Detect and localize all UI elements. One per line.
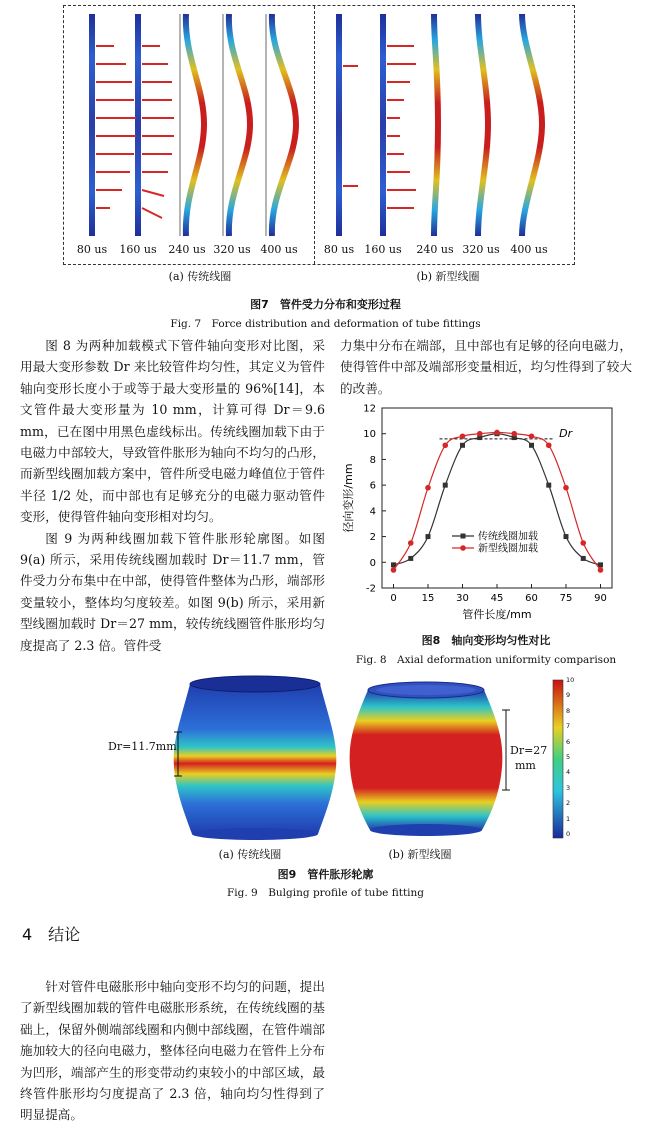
time-label: 240 us xyxy=(168,243,206,256)
time-label: 160 us xyxy=(364,243,402,256)
colorbar-tick-label: 7 xyxy=(566,722,571,731)
colorbar-tick-label: 6 xyxy=(566,737,571,746)
colorbar-tick-label: 2 xyxy=(566,799,571,808)
paragraph: 图 9 为两种线圈加载下管件胀形轮廓图。如图 9(a) 所示，采用传统线圈加载时 Dr＝11.7 mm，管件受力分布集中在中部，使得管件整体为凸形，端部形变量较小，整体均匀度较差。如图 9(b) 所示，采用新型线圈加载时 Dr＝27 mm，较传统线圈管件胀形均匀度提高了 2.3 倍。管件受 xyxy=(20,530,325,653)
data-point xyxy=(460,443,465,448)
y-tick-label: 10 xyxy=(363,429,376,441)
time-label: 80 us xyxy=(323,243,355,256)
colorbar-tick-label: 3 xyxy=(566,783,571,792)
legend-marker xyxy=(460,545,466,551)
dr-label-b-unit: mm xyxy=(515,759,536,772)
data-point xyxy=(581,556,586,561)
fig8-caption-cn: 图8 轴向变形均匀性对比 xyxy=(421,634,551,647)
y-axis-label: 径向变形/mm xyxy=(342,463,355,533)
conclusion-text xyxy=(20,976,325,1126)
body-text-left xyxy=(20,335,325,656)
paragraph: 力集中分布在端部，且中部也有足够的径向电磁力，使得管件中部及端部形变量相近，均匀性得到了较大的改善。 xyxy=(340,338,632,396)
time-label: 240 us xyxy=(416,243,454,256)
tube-bulge-new xyxy=(350,682,503,836)
colorbar-tick-label: 0 xyxy=(566,830,571,838)
data-point xyxy=(494,430,500,436)
time-label: 80 us xyxy=(76,243,108,256)
dr-label-a: Dr=11.7mm xyxy=(108,740,177,753)
data-point xyxy=(442,442,448,448)
y-tick-label: 6 xyxy=(369,480,376,492)
data-point xyxy=(408,540,414,546)
x-tick-label: 15 xyxy=(421,593,435,604)
fig9-caption-en: Fig. 9 Bulging profile of tube fitting xyxy=(226,887,425,899)
time-label: 320 us xyxy=(213,243,251,256)
x-tick-label: 75 xyxy=(559,593,573,604)
data-point xyxy=(511,431,517,437)
data-point xyxy=(546,442,552,448)
figure-7-drawing xyxy=(64,6,574,241)
data-point xyxy=(598,567,604,573)
time-label: 400 us xyxy=(260,243,298,256)
time-label: 160 us xyxy=(119,243,157,256)
x-tick-label: 45 xyxy=(490,593,504,604)
y-tick-label: 8 xyxy=(369,454,376,466)
x-tick-label: 60 xyxy=(525,593,538,604)
colorbar-tick-label: 5 xyxy=(566,753,571,761)
fig9-caption-cn: 图9 管件胀形轮廓 xyxy=(277,868,374,881)
colorbar-tick-label: 10 xyxy=(566,676,575,684)
y-tick-label: 12 xyxy=(363,403,376,415)
colorbar-tick-label: 4 xyxy=(566,768,571,777)
legend-label: 新型线圈加载 xyxy=(478,543,538,555)
data-point xyxy=(426,534,431,539)
fig7-sub-a: (a) 传统线圈 xyxy=(168,270,232,283)
paragraph: 针对管件电磁胀形中轴向变形不均匀的问题，提出了新型线圈加载的管件电磁胀形系统，在传统线圈的基础上，保留外侧端部线圈和内侧中部线圈，在管件端部施加较大的径向电磁力，整体径向电磁力在管件上分布为凹形，端部产生的形变带动约束较小的中部区域，最终管件胀形均匀度提高了 2.3 倍，轴向均匀性得到了明显提高。 xyxy=(20,979,325,1123)
data-point xyxy=(529,433,535,439)
data-point xyxy=(580,540,586,546)
data-point xyxy=(460,433,466,439)
data-point xyxy=(391,567,397,573)
section-heading: 4 结论 xyxy=(22,925,81,944)
dr-label-b: Dr=27 xyxy=(510,744,548,757)
y-tick-label: 2 xyxy=(369,532,376,544)
x-tick-label: 90 xyxy=(594,593,607,604)
tube-bulge-traditional xyxy=(174,676,337,840)
fig7-caption-cn: 图7 管件受力分布和变形过程 xyxy=(250,298,401,311)
fig8-caption-en: Fig. 8 Axial deformation uniformity comparison xyxy=(355,654,617,666)
legend-label: 传统线圈加载 xyxy=(478,531,538,543)
x-tick-label: 0 xyxy=(390,593,397,604)
time-label: 320 us xyxy=(462,243,500,256)
dr-annotation: Dr xyxy=(559,426,573,440)
colorbar-ticks xyxy=(566,676,586,840)
data-point xyxy=(443,483,448,488)
legend-marker xyxy=(461,534,466,539)
data-point xyxy=(529,443,534,448)
figure-7-panel xyxy=(63,5,575,265)
fig7-caption-en: Fig. 7 Force distribution and deformation of tube fittings xyxy=(170,318,481,330)
data-point xyxy=(546,483,551,488)
y-tick-label: 0 xyxy=(369,557,376,569)
x-tick-label: 30 xyxy=(456,593,469,604)
fig7-sub-b: (b) 新型线圈 xyxy=(416,270,480,283)
force-arrows-b xyxy=(343,46,416,208)
colorbar-tick-label: 8 xyxy=(566,706,571,715)
colorbar-tick-label: 9 xyxy=(566,691,571,700)
colorbar xyxy=(553,680,563,838)
colorbar-tick-label: 1 xyxy=(566,814,571,823)
fig9-sub-b: (b) 新型线圈 xyxy=(388,848,452,861)
time-label: 400 us xyxy=(510,243,548,256)
tubes-new xyxy=(336,14,542,236)
body-text-right xyxy=(340,335,632,399)
tubes-traditional xyxy=(89,14,296,236)
figure-8-chart xyxy=(340,398,630,628)
fig9-sub-a: (a) 传统线圈 xyxy=(218,848,282,861)
y-tick-label: -2 xyxy=(366,583,376,595)
data-point xyxy=(477,431,483,437)
data-point xyxy=(408,556,413,561)
x-axis-label: 管件长度/mm xyxy=(462,608,532,621)
paragraph: 图 8 为两种加载模式下管件轴向变形对比图，采用最大变形参数 Dr 来比较管件均匀性，其定义为管件轴向变形长度小于或等于最大变形量的 96%[14]，本文管件最大变形量为 10 mm，计算可得 Dr＝9.6 mm，已在图中用黑色虚线标出。传统线圈加载下由于电磁力中部较大，导致管件胀形为轴向不均匀的凸形，而新型线圈加载方案中，管件所受电磁力峰值位于管件半径 1/2 处，而中部也有足够充分的电磁力驱动管件变形，使得管件轴向变形相对均匀。 xyxy=(20,338,325,525)
data-point xyxy=(425,485,431,491)
y-tick-label: 4 xyxy=(369,506,376,518)
data-point xyxy=(563,485,569,491)
figure-9-drawing xyxy=(150,672,590,844)
data-point xyxy=(564,534,569,539)
